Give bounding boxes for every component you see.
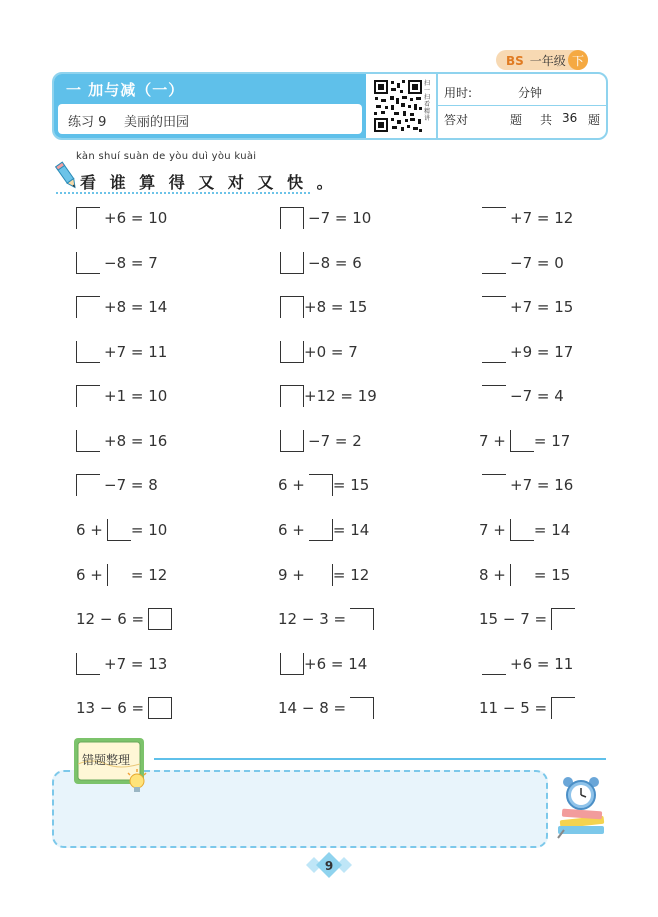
record-panel (436, 74, 608, 138)
answer-box[interactable] (148, 608, 172, 630)
problem-r11-c2: +6 = 14 (280, 652, 367, 676)
answer-box[interactable] (76, 341, 100, 363)
lightbulb-icon (124, 768, 150, 796)
problem-r4-c3: +9 = 17 (482, 340, 573, 364)
problem-r9-c2: 9 + = 12 (278, 566, 370, 584)
problem-r7-c3: +7 = 16 (482, 473, 573, 497)
alarm-clock-icon (554, 774, 610, 840)
problem-r1-c1: +6 = 10 (76, 206, 167, 230)
term-label: 下 (568, 50, 588, 70)
book-stack-icon (558, 809, 604, 834)
score-row (444, 111, 604, 129)
record-divider (438, 105, 608, 106)
qr-caption: 扫一扫看精讲 (424, 80, 431, 122)
total-count: 36 (562, 111, 578, 125)
problem-r6-c1: +8 = 16 (76, 429, 167, 453)
answer-box[interactable] (280, 341, 304, 363)
answer-box[interactable] (280, 207, 304, 229)
answer-box[interactable] (482, 341, 506, 363)
problem-r12-c3: 11 − 5 = (479, 696, 575, 720)
answer-box[interactable] (309, 474, 333, 496)
problem-r2-c1: −8 = 7 (76, 251, 158, 275)
answer-box[interactable] (76, 207, 100, 229)
problem-r10-c2: 12 − 3 = (278, 607, 374, 631)
error-section-line (154, 758, 606, 760)
lesson-header (52, 72, 608, 140)
problem-r1-c2: −7 = 10 (280, 206, 371, 230)
problem-r3-c1: +8 = 14 (76, 295, 167, 319)
problem-r8-c1: 6 + = 10 (76, 521, 168, 539)
instruction-underline (56, 192, 310, 194)
answer-box[interactable] (510, 430, 534, 452)
answer-box[interactable] (309, 564, 333, 586)
problem-r10-c1: 12 − 6 = (76, 607, 172, 631)
problem-r12-c1: 13 − 6 = (76, 696, 172, 720)
answer-box[interactable] (76, 385, 100, 407)
correct-unit: 题 (510, 113, 523, 127)
time-label: 用时: (444, 86, 473, 100)
answer-box[interactable] (107, 519, 131, 541)
answer-box[interactable] (280, 653, 304, 675)
lesson-title: 美丽的田园 (124, 115, 190, 130)
answer-box[interactable] (280, 385, 304, 407)
series-label: BS (506, 53, 524, 68)
instruction-pinyin: kàn shuí suàn de yòu duì yòu kuài (76, 151, 257, 162)
problem-r9-c1: 6 + = 12 (76, 566, 168, 584)
qr-panel (366, 74, 436, 138)
problem-r5-c3: −7 = 4 (482, 384, 564, 408)
problem-r8-c3: 7 + = 14 (479, 521, 571, 539)
answer-box[interactable] (510, 564, 534, 586)
answer-box[interactable] (350, 608, 374, 630)
answer-box[interactable] (107, 564, 131, 586)
answer-box[interactable] (76, 252, 100, 274)
problem-r3-c2: +8 = 15 (280, 295, 367, 319)
problem-r6-c2: −7 = 2 (280, 429, 362, 453)
problem-r7-c1: −7 = 8 (76, 473, 158, 497)
problem-r5-c2: +12 = 19 (280, 384, 377, 408)
time-row (444, 84, 604, 102)
problem-r7-c2: 6 + = 15 (278, 476, 370, 494)
problem-r12-c2: 14 − 8 = (278, 696, 374, 720)
instruction-text: 看 谁 算 得 又 对 又 快 。 (80, 173, 337, 192)
answer-box[interactable] (309, 519, 333, 541)
problem-r2-c2: −8 = 6 (280, 251, 362, 275)
problem-r11-c3: +6 = 11 (482, 652, 573, 676)
total-unit: 题 (588, 113, 601, 127)
grade-badge (496, 50, 588, 70)
error-section-label: 错题整理 (82, 753, 131, 767)
lesson-label: 练习 9 (68, 115, 107, 130)
answer-box[interactable] (280, 252, 304, 274)
lesson-box (58, 104, 362, 134)
header-title-panel (54, 74, 366, 138)
answer-box[interactable] (280, 296, 304, 318)
answer-box[interactable] (148, 697, 172, 719)
answer-box[interactable] (482, 474, 506, 496)
problem-r10-c3: 15 − 7 = (479, 607, 575, 631)
answer-box[interactable] (76, 296, 100, 318)
pencil-icon (54, 160, 80, 192)
answer-box[interactable] (510, 519, 534, 541)
answer-box[interactable] (350, 697, 374, 719)
answer-box[interactable] (551, 697, 575, 719)
answer-box[interactable] (76, 653, 100, 675)
problem-r4-c2: +0 = 7 (280, 340, 358, 364)
problem-r3-c3: +7 = 15 (482, 295, 573, 319)
problem-r1-c3: +7 = 12 (482, 206, 573, 230)
problem-r4-c1: +7 = 11 (76, 340, 167, 364)
unit-title: 一 加与减（一） (66, 81, 185, 99)
answer-box[interactable] (482, 653, 506, 675)
answer-box[interactable] (482, 252, 506, 274)
answer-box[interactable] (280, 430, 304, 452)
answer-box[interactable] (551, 608, 575, 630)
answer-box[interactable] (482, 207, 506, 229)
answer-box[interactable] (482, 296, 506, 318)
total-label: 共 (540, 113, 553, 127)
problem-r11-c1: +7 = 13 (76, 652, 167, 676)
answer-box[interactable] (482, 385, 506, 407)
answer-box[interactable] (76, 474, 100, 496)
problem-r2-c3: −7 = 0 (482, 251, 564, 275)
qr-code-icon[interactable] (372, 78, 424, 134)
problem-r6-c3: 7 + = 17 (479, 432, 571, 450)
answer-box[interactable] (76, 430, 100, 452)
problem-r8-c2: 6 + = 14 (278, 521, 370, 539)
page-number: 9 (324, 859, 334, 873)
problem-r9-c3: 8 + = 15 (479, 566, 571, 584)
problem-r5-c1: +1 = 10 (76, 384, 167, 408)
time-unit: 分钟 (518, 86, 543, 100)
correct-label: 答对 (444, 113, 469, 127)
grade-label: 一年级 (529, 53, 566, 68)
